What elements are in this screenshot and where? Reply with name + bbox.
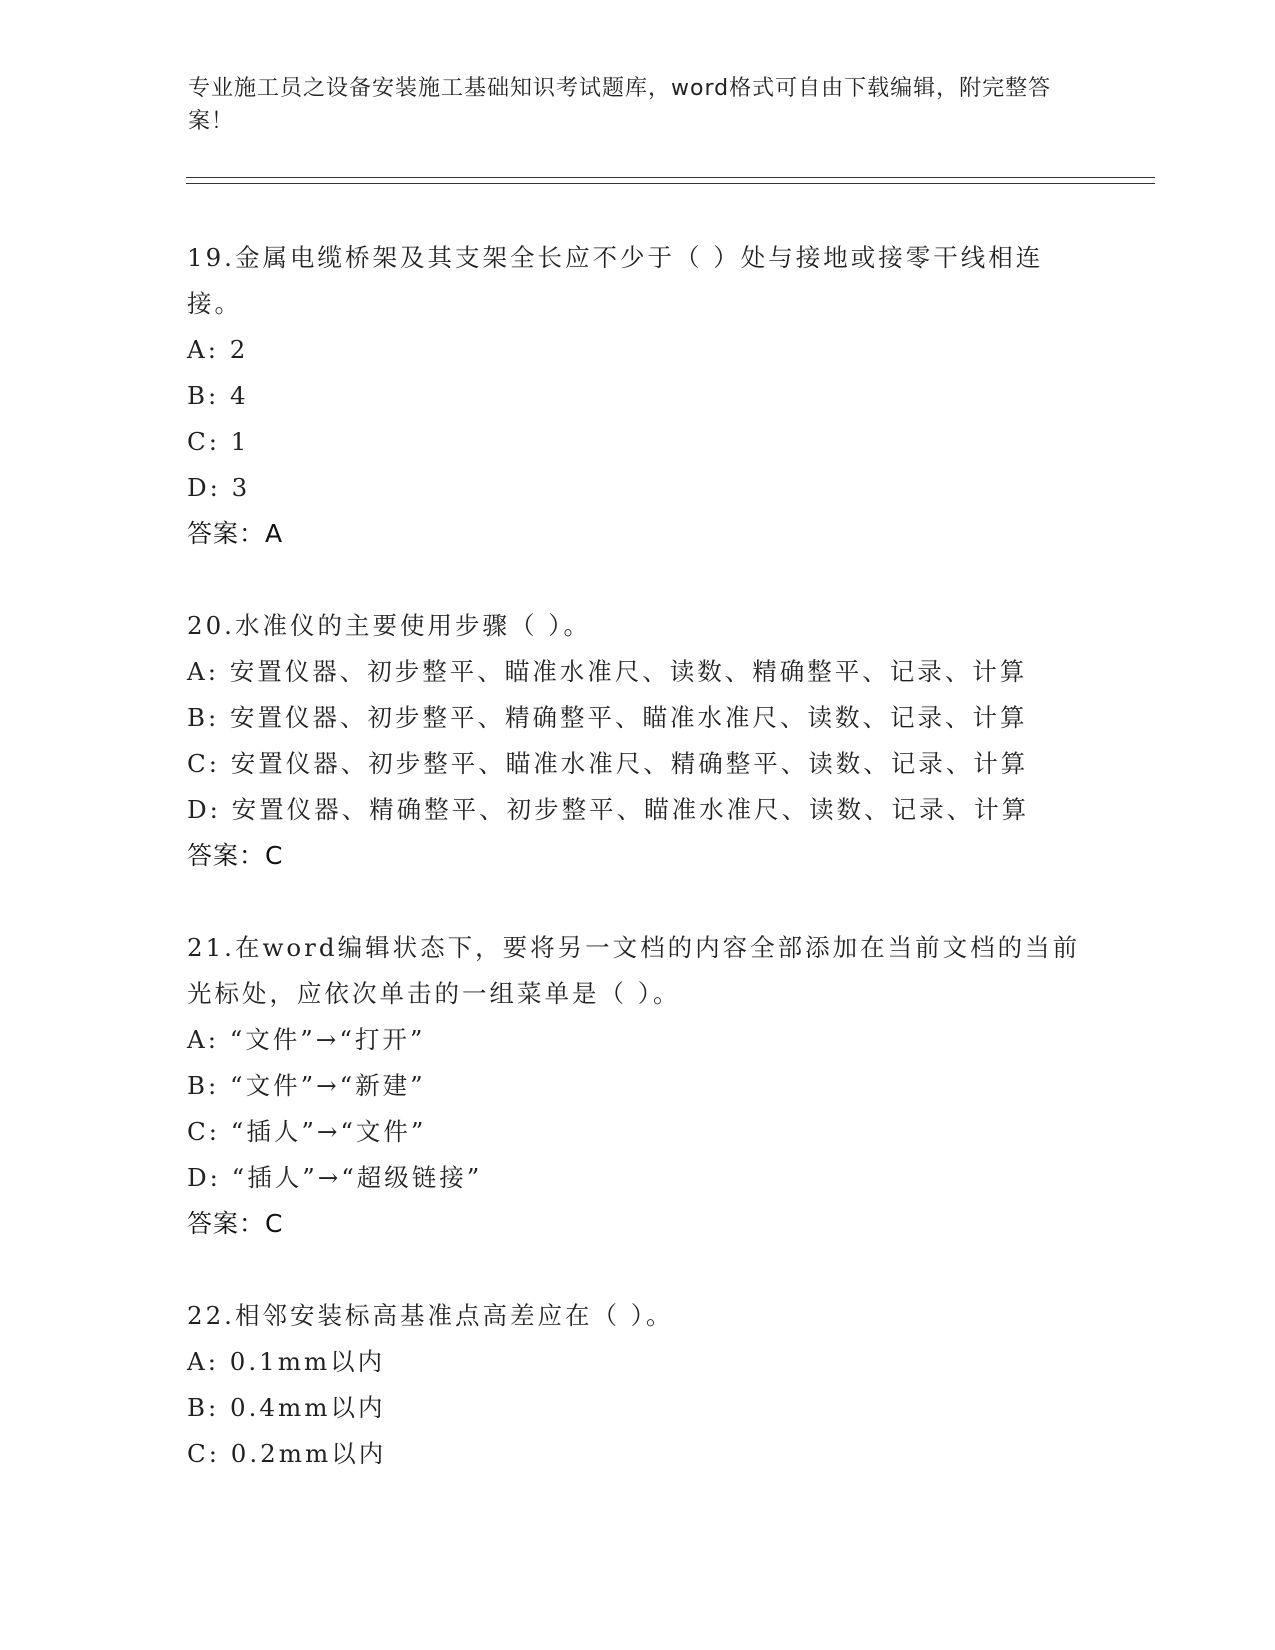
answer-label: 答案：	[187, 841, 266, 870]
question-list	[187, 235, 1087, 1477]
question-22	[187, 1293, 1087, 1477]
answer-value: C	[265, 1209, 284, 1238]
option-a: A: 2	[187, 335, 249, 364]
option-b: B: 安置仪器、初步整平、精确整平、瞄准水准尺、读数、记录、计算	[187, 703, 1028, 732]
question-21	[187, 925, 1087, 1247]
header-divider-bottom	[186, 183, 1155, 184]
header-divider-top	[186, 177, 1155, 178]
answer-line	[187, 833, 1087, 879]
option-a: A: 安置仪器、初步整平、瞄准水准尺、读数、精确整平、记录、计算	[187, 657, 1028, 686]
question-19	[187, 235, 1087, 557]
option-b: B: “文件”→“新建”	[187, 1071, 426, 1100]
spacer	[187, 1247, 1087, 1293]
answer-label: 答案：	[187, 519, 266, 548]
question-20	[187, 603, 1087, 879]
question-stem: 20.水准仪的主要使用步骤（ ）。	[187, 611, 591, 640]
answer-value: C	[265, 841, 284, 870]
option-a: A: “文件”→“打开”	[187, 1025, 426, 1054]
spacer	[187, 557, 1087, 603]
option-b: B: 0.4mm以内	[187, 1393, 386, 1422]
option-c: C: 0.2mm以内	[187, 1439, 387, 1468]
question-stem: 19.金属电缆桥架及其支架全长应不少于（ ）处与接地或接零干线相连接。	[187, 243, 1044, 318]
question-stem: 22.相邻安装标高基准点高差应在（ ）。	[187, 1301, 674, 1330]
option-d: D: 3	[187, 473, 251, 502]
option-a: A: 0.1mm以内	[187, 1347, 386, 1376]
option-c: C: “插人”→“文件”	[187, 1117, 427, 1146]
option-d: D: 安置仪器、精确整平、初步整平、瞄准水准尺、读数、记录、计算	[187, 795, 1030, 824]
option-c: C: 安置仪器、初步整平、瞄准水准尺、精确整平、读数、记录、计算	[187, 749, 1029, 778]
document-header: 专业施工员之设备安装施工基础知识考试题库，word格式可自由下载编辑，附完整答案！	[188, 76, 1052, 134]
answer-line	[187, 511, 1087, 557]
spacer	[187, 879, 1087, 925]
option-c: C: 1	[187, 427, 250, 456]
answer-label: 答案：	[187, 1209, 266, 1238]
option-d: D: “插人”→“超级链接”	[187, 1163, 483, 1192]
option-b: B: 4	[187, 381, 249, 410]
answer-value: A	[265, 519, 284, 548]
question-stem: 21.在word编辑状态下，要将另一文档的内容全部添加在当前文档的当前光标处，应依次单击的一组菜单是（ ）。	[187, 933, 1081, 1008]
answer-line	[187, 1201, 1087, 1247]
